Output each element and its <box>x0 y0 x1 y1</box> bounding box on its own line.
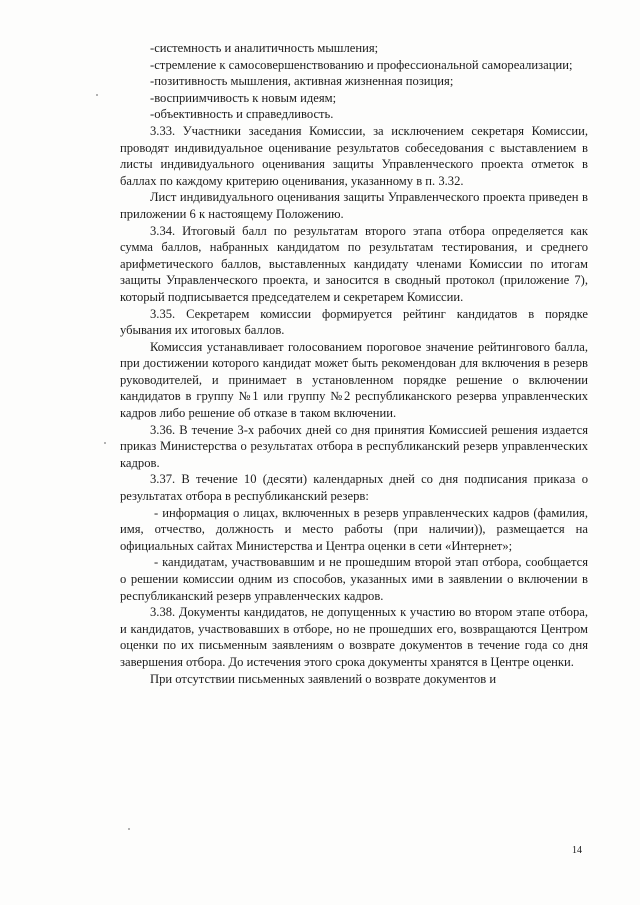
paragraph-3-34: 3.34. Итоговый балл по результатам второго этапа отбора определяется как сумма баллов, набранных кандидатом по результатам тестирования, и среднего арифметического баллов, выставленных кандидату членами Комиссии по итогам защиты Управленческого проекта, и заносится в сводный протокол (приложение 7), который подписывается председателем и секретарем Комиссии. <box>120 223 588 304</box>
list-item-positive-thinking: -позитивность мышления, активная жизненная позиция; <box>150 74 454 89</box>
list-item-self-development: -стремление к самосовершенствованию и профессиональной самореализации; <box>150 57 573 72</box>
list-item-objectivity: -объективность и справедливость. <box>150 107 334 122</box>
paragraph-3-35: 3.35. Секретарем комиссии формируется рейтинг кандидатов в порядке убывания их итоговых баллов. <box>120 306 588 338</box>
paragraph-candidates-bullet: - кандидатам, участвовавшим и не прошедшим второй этап отбора, сообщается о решении комиссии одним из способов, указанных ими в заявлении о включении в республиканский резерв управленческих кадров. <box>120 555 588 603</box>
paragraph-evaluation-sheet: Лист индивидуального оценивания защиты Управленческого проекта приведен в приложении 6 к настоящему Положению. <box>120 190 588 221</box>
document-body <box>120 40 588 687</box>
scan-speck <box>104 442 106 444</box>
page-number: 14 <box>572 845 582 856</box>
paragraph-3-33: 3.33. Участники заседания Комиссии, за исключением секретаря Комиссии, проводят индивидуальное оценивание результатов собеседования с выставлением в листы индивидуального оценивания защиты Управленческого проекта отметок в баллах по каждому критерию оценивания, указанному в п. 3.32. <box>120 123 588 188</box>
paragraph-3-37: 3.37. В течение 10 (десяти) календарных дней со дня подписания приказа о результатах отбора в республиканский резерв: <box>120 472 588 504</box>
paragraph-info-bullet: - информация о лицах, включенных в резерв управленческих кадров (фамилия, имя, отчество, должность и место работы (при наличии)), размещается на официальных сайтах Министерства и Центра оценки в сети «Интернет»; <box>120 505 588 553</box>
paragraph-no-requests: При отсутствии письменных заявлений о возврате документов и <box>150 671 497 686</box>
list-item-receptivity: -восприимчивость к новым идеям; <box>150 90 337 105</box>
paragraph-3-38: 3.38. Документы кандидатов, не допущенных к участию во втором этапе отбора, и кандидатов, участвовавших в отборе, но не прошедших его, возвращаются Центром оценки по их письменным заявлениям о возврате документов в течение года со дня завершения отбора. До истечения этого срока документы хранятся в Центре оценки. <box>120 605 588 669</box>
scan-speck <box>96 94 98 96</box>
list-item-systemic: -системность и аналитичность мышления; <box>150 41 379 55</box>
paragraph-3-36: 3.36. В течение 3-х рабочих дней со дня принятия Комиссией решения издается приказ Министерства о результатах отбора в республиканский резерв управленческих кадров. <box>120 422 588 470</box>
scan-speck <box>128 828 130 830</box>
paragraph-commission: Комиссия устанавливает голосованием пороговое значение рейтингового балла, при достижении которого кандидат может быть рекомендован для включения в резерв руководителей, и принимает в установленном порядке решение о включении кандидатов в группу №1 или группу №2 республиканского резерва управленческих кадров либо решение об отказе в таком включении. <box>120 339 588 421</box>
